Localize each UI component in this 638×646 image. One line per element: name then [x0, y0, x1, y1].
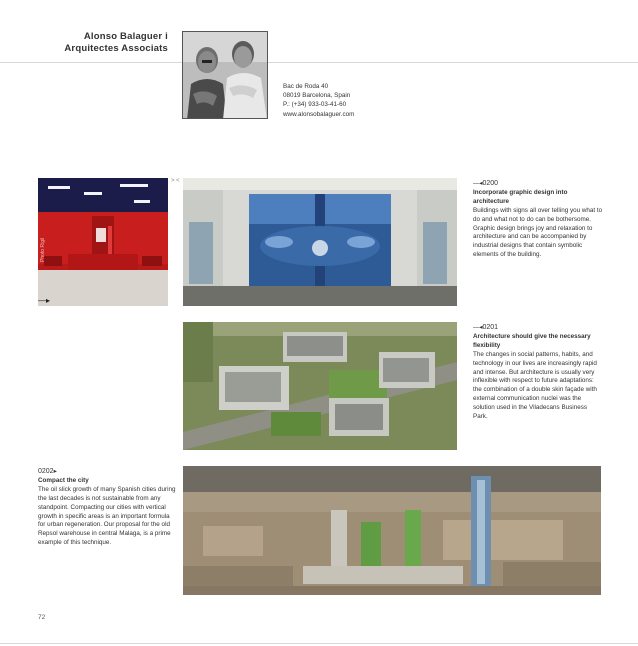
- red-interior-photo: [38, 178, 168, 306]
- section-0200: [473, 180, 603, 260]
- section-marker-icon: —◂: [473, 180, 483, 187]
- section-number: 0201: [482, 324, 499, 331]
- photo-credit: Photo Rigil: [40, 237, 46, 262]
- section-title: Compact the city: [38, 476, 89, 484]
- architects-portrait-photo: [182, 31, 268, 119]
- section-0201: [473, 324, 603, 422]
- section-marker-icon: —◂: [473, 324, 483, 331]
- section-number: 0202: [38, 468, 54, 475]
- section-title: Incorporate graphic design into architecture: [473, 188, 568, 205]
- contact-city: 08019 Barcelona, Spain: [283, 92, 351, 100]
- city-skyline-photo: [183, 466, 601, 595]
- section-title: Architecture should give the necessary flexibility: [473, 332, 591, 349]
- firm-name: [40, 31, 168, 55]
- contact-website: www.alonsobalaguer.com: [283, 110, 355, 118]
- footer-divider: [0, 643, 638, 644]
- firm-name-line1: Alonso Balaguer i: [83, 31, 168, 42]
- section-0202: [38, 468, 178, 548]
- arrow-hint: > <: [171, 178, 180, 184]
- section-body: Buildings with signs all over telling you what to do and what not to do can be bothersome. Graphic design brings joy and relaxation to architecture and can be accompanied by industrial designs that contain symbolic elements of the building.: [473, 206, 603, 259]
- contact-block: [283, 82, 354, 119]
- aerial-business-park-photo: [183, 322, 457, 450]
- section-body: The changes in social patterns, habits, and technology in our lives are increasingly rapid and intense. But architecture is usually very inflexible with respect to future adaptations: the combination of a double skin façade with external communication nuclei was the solution used in the Viladecans Business Park.: [473, 350, 597, 421]
- header-divider: [0, 62, 638, 63]
- arrow-marker-icon: —▸: [38, 296, 51, 305]
- section-marker-icon: ▸: [53, 468, 57, 475]
- firm-name-line2: Arquitectes Associats: [64, 43, 168, 54]
- section-body: The oil slick growth of many Spanish cities during the last decades is not sustainable from any standpoint. Compacting our cities with vertical growth in specific areas is an important formula for urban regeneration. Our proposal for the old Repsol warehouse in central Malaga, is a prime example of this technique.: [38, 485, 176, 547]
- car-mural-photo: [183, 178, 457, 306]
- section-number: 0200: [482, 180, 499, 187]
- page-number: 72: [38, 614, 46, 621]
- contact-phone: P.: (+34) 933-03-41-60: [283, 101, 347, 109]
- contact-street: Bac de Roda 40: [283, 83, 329, 90]
